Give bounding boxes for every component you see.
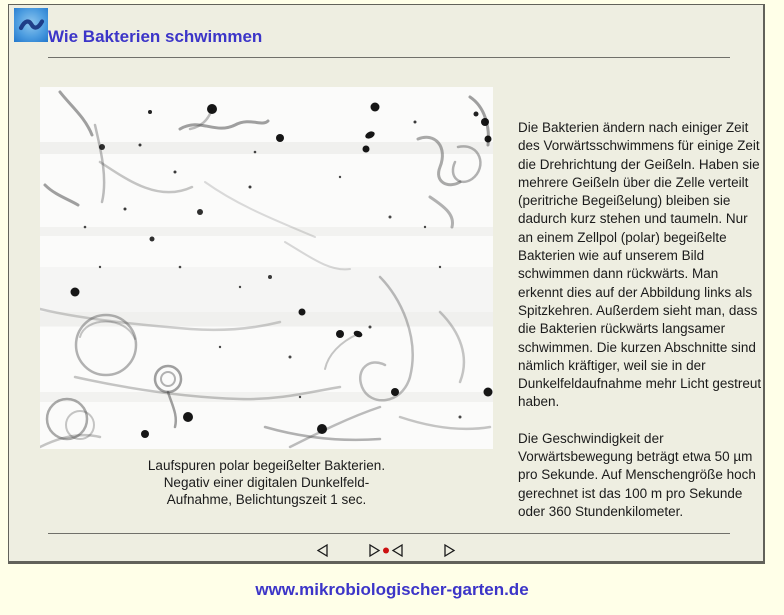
article-text	[518, 119, 764, 539]
micrograph-image	[40, 87, 493, 449]
content-panel	[8, 4, 765, 564]
figure-caption	[40, 457, 493, 508]
nav-index-button[interactable]	[367, 543, 405, 561]
caption-line-2: Negativ einer digitalen Dunkelfeld-	[163, 475, 370, 490]
triangle-left-icon	[315, 543, 331, 561]
triangle-right-dot-triangle-left-icon	[367, 543, 405, 561]
footer-divider	[48, 533, 730, 534]
article-paragraph-1: Die Bakterien ändern nach einiger Zeit des Vorwärtsschwimmens für einige Zeit die Drehrichtung der Geißeln. Haben sie mehrere Geißeln über die Zelle verteilt (peritriche Begeißelung) bleiben sie dadurch kurz stehen und taumeln. Nur an einem Zellpol (polar) begeißelte Bakterien wie auf unserem Bild schwimmen dann rückwärts. Man erkennt dies auf der Abbildung links als Spitzkehren. Außerdem sieht man, dass die Bakterien rückwärts langsamer schwimmen. Die kurzen Abschnitte sind nämlich kräftiger, weil sie in der Dunkelfeldaufnahme mehr Licht gestreut haben.	[518, 120, 762, 410]
nav-prev-button[interactable]	[315, 543, 331, 561]
nav-next-button[interactable]	[441, 543, 457, 561]
page-navigation	[9, 543, 763, 561]
page-title: Wie Bakterien schwimmen	[48, 27, 263, 46]
caption-line-1: Laufspuren polar begeißelter Bakterien.	[147, 458, 386, 473]
site-footer-link[interactable]: www.mikrobiologischer-garten.de	[255, 580, 529, 599]
bacterium-swimming-icon	[14, 8, 48, 42]
caption-line-3: Aufnahme, Belichtungszeit 1 sec.	[166, 492, 367, 507]
article-paragraph-2: Die Geschwindigkeit der Vorwärtsbewegung beträgt etwa 50 µm pro Sekunde. Auf Menschengröße hoch gerechnet ist das 100 m pro Sekunde oder 360 Stundenkilometer.	[518, 430, 756, 519]
triangle-right-icon	[441, 543, 457, 561]
header-divider	[48, 57, 730, 58]
